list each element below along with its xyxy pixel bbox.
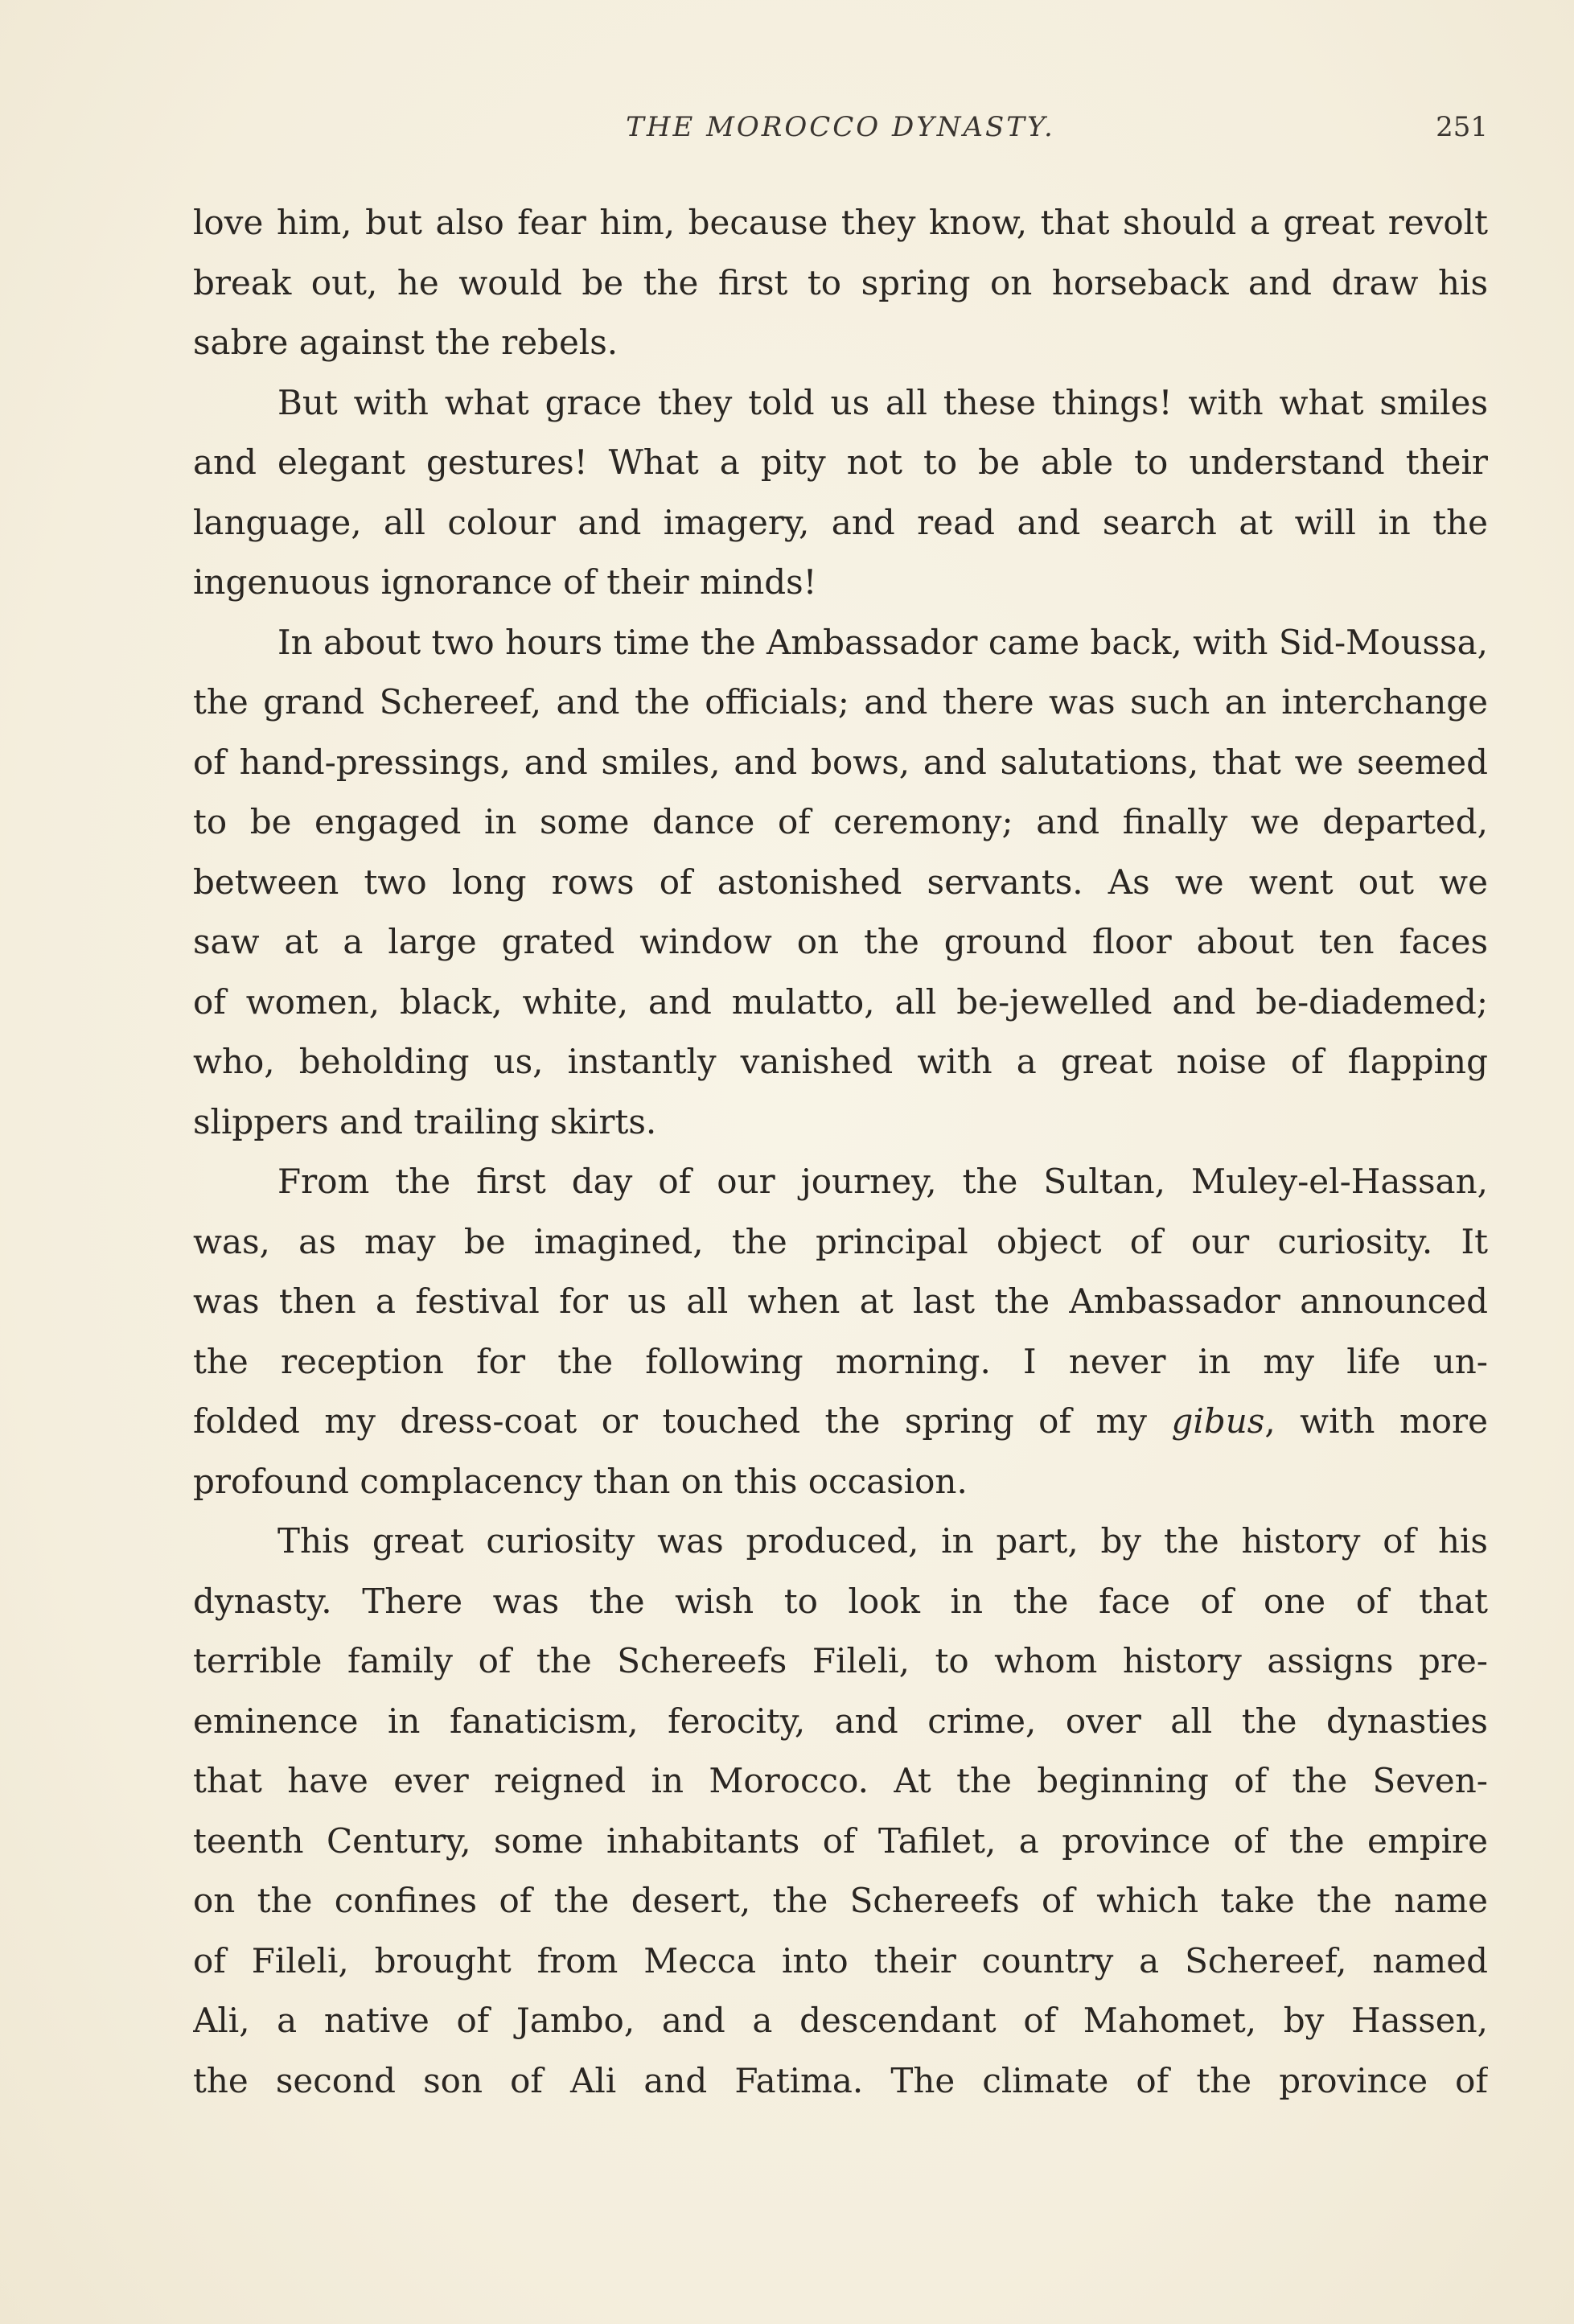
- text-line: on the confines of the desert, the Schereefs of which take the name: [193, 1881, 1488, 1920]
- text-line: ingenuous ignorance of their minds!: [193, 562, 817, 602]
- text-line: saw at a large grated window on the ground floor about ten faces: [193, 922, 1488, 961]
- text-line: eminence in fanaticism, ferocity, and crime, over all the dynasties: [193, 1701, 1488, 1741]
- text-line: who, beholding us, instantly vanished with a great noise of flapping: [193, 1042, 1488, 1081]
- text-line: terrible family of the Schereefs Fileli, to whom history assigns pre-: [193, 1641, 1488, 1680]
- text-line: profound complacency than on this occasion.: [193, 1461, 968, 1501]
- text-line: love him, but also fear him, because they know, that should a great revolt: [193, 203, 1488, 242]
- text-line: of women, black, white, and mulatto, all be-jewelled and be-diademed;: [193, 981, 1488, 1022]
- text-line: language, all colour and imagery, and read and search at will in the: [193, 502, 1488, 542]
- text-line: the reception for the following morning. I never in my life un-: [193, 1341, 1488, 1381]
- text-line: break out, he would be the first to spring on horseback and draw his: [193, 262, 1488, 302]
- text-line: teenth Century, some inhabitants of Tafilet, a province of the empire: [193, 1820, 1488, 1861]
- italic-word: gibus: [1171, 1401, 1265, 1441]
- text-line: was, as may be imagined, the principal object of our curiosity. It: [193, 1221, 1488, 1261]
- text-line: slippers and trailing skirts.: [193, 1101, 657, 1141]
- text-line: to be engaged in some dance of ceremony; and finally we departed,: [193, 802, 1488, 841]
- page-header: [193, 111, 1488, 159]
- text-line: that have ever reigned in Morocco. At the beginning of the Seven-: [193, 1761, 1488, 1800]
- paragraph-first-line: In about two hours time the Ambassador came back, with Sid-Moussa,: [277, 622, 1488, 662]
- text-line: of Fileli, brought from Mecca into their country a Schereef, named: [193, 1940, 1488, 1981]
- text-line: dynasty. There was the wish to look in the face of one of that: [193, 1581, 1488, 1621]
- text-line: of hand-pressings, and smiles, and bows, and salutations, that we seemed: [193, 742, 1488, 782]
- text-line: the second son of Ali and Fatima. The climate of the province of: [193, 2060, 1488, 2100]
- paragraph-first-line: This great curiosity was produced, in part, by the history of his: [277, 1521, 1488, 1561]
- text-segment: , with more: [1264, 1401, 1488, 1441]
- text-line-with-italic: [193, 1392, 1488, 1452]
- page-number: 251: [1436, 111, 1488, 143]
- text-segment: folded my dress-coat or touched the spring of my: [193, 1401, 1172, 1441]
- text-line: between two long rows of astonished servants. As we went out we: [193, 862, 1488, 902]
- paragraph-first-line: But with what grace they told us all these things! with what smiles: [277, 382, 1488, 422]
- paragraph-first-line: From the first day of our journey, the Sultan, Muley-el-Hassan,: [277, 1162, 1488, 1201]
- running-title: THE MOROCCO DYNASTY.: [626, 111, 1055, 143]
- text-line: sabre against the rebels.: [193, 323, 619, 362]
- text-line: was then a festival for us all when at last the Ambassador announced: [193, 1281, 1488, 1321]
- text-line: Ali, a native of Jambo, and a descendant of Mahomet, by Hassen,: [193, 2001, 1488, 2040]
- text-line: the grand Schereef, and the officials; and there was such an interchange: [193, 682, 1488, 722]
- body-text: [193, 193, 1488, 2111]
- text-line: and elegant gestures! What a pity not to be able to understand their: [193, 442, 1488, 482]
